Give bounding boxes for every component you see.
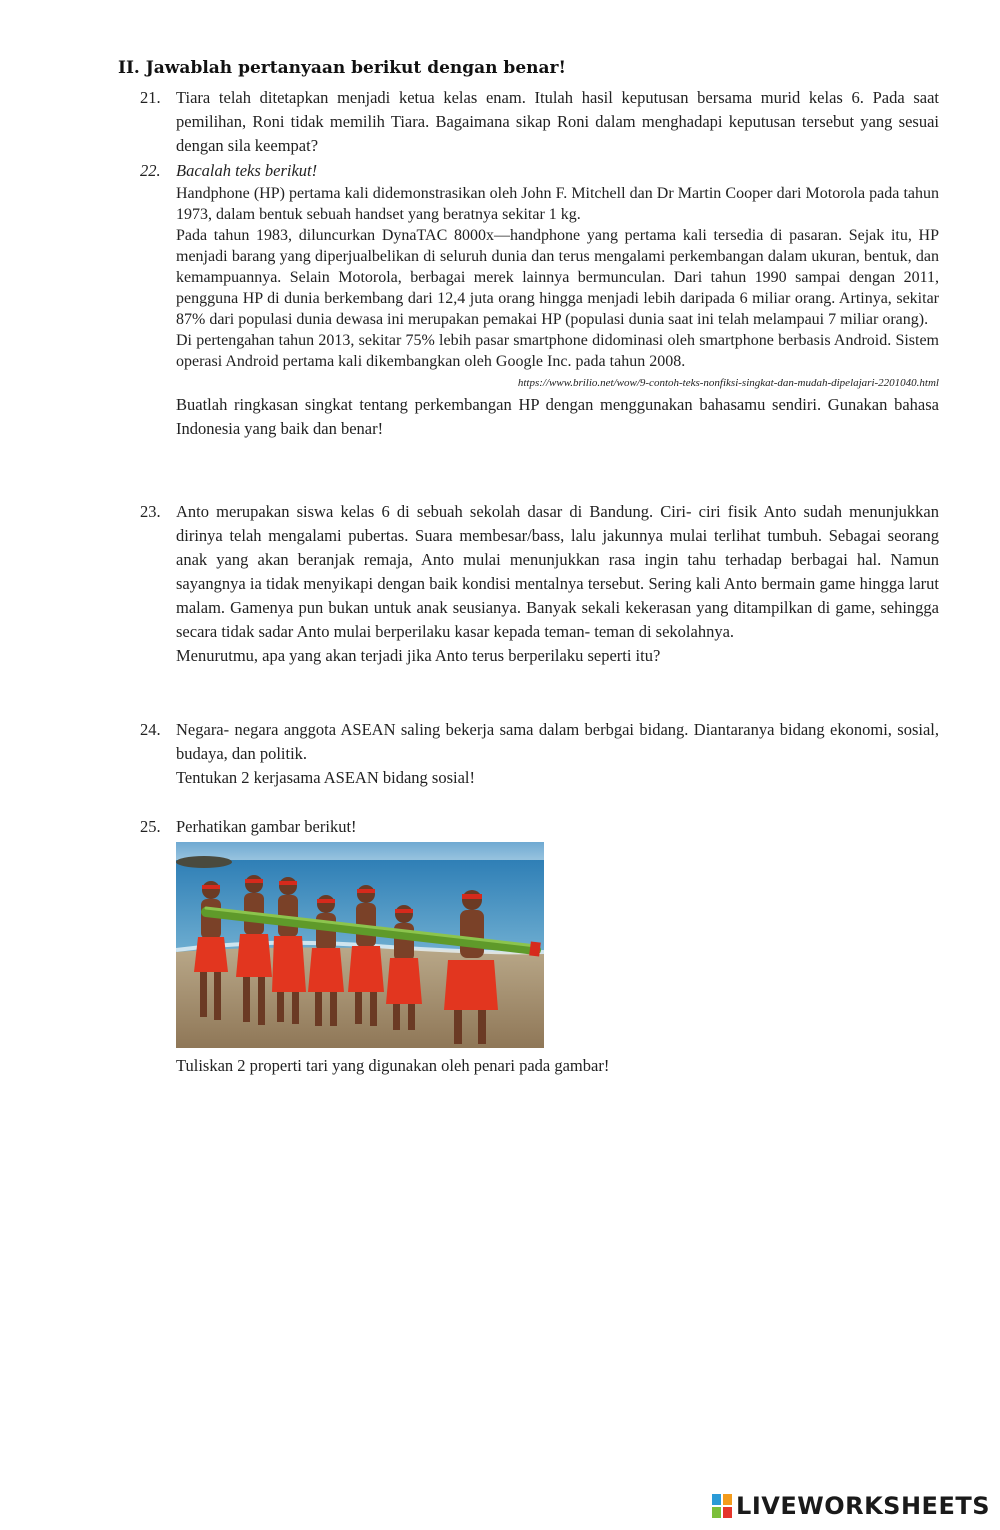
question-text: Anto merupakan siswa kelas 6 di sebuah sekolah dasar di Bandung. Ciri- ciri fisik Anto sudah menunjukkan dirinya telah mengalami pubertas. Suara membesar/bass, lalu jakunnya mulai terlihat tumbuh. Sebagai seorang anak yang akan beranjak remaja, Anto mulai menunjukkan rasa ingin tahu terhadap berbagai hal. Namun sayangnya ia tidak menyikapi dengan baik kondisi mentalnya tersebut. Sering kali Anto bermain game hingga larut malam. Gamenya pun bukan untuk anak seusianya. Banyak sekali kekerasan yang ditampilkan di game, sehingga secara tidak sadar Anto mulai berperilaku kasar kepada teman- teman di sekolahnya. [176,502,939,641]
question-number: 23. [140,502,161,521]
question-prompt: Tentukan 2 kerjasama ASEAN bidang sosial! [176,768,475,787]
question-24 [140,718,939,790]
question-23 [140,500,939,668]
logo-mark-icon [712,1494,732,1518]
reading-paragraph-3: Di pertengahan tahun 2013, sekitar 75% lebih pasar smartphone didominasi oleh smartphone berbasis Android. Sistem operasi Android pertama kali dikembangkan oleh Google Inc. pada tahun 2008. [176,332,939,370]
question-intro: Perhatikan gambar berikut! [176,817,357,836]
question-prompt: Tuliskan 2 properti tari yang digunakan oleh penari pada gambar! [176,1056,610,1075]
dancers-illustration [176,842,544,1048]
section-heading: II. Jawablah pertanyaan berikut dengan benar! [118,58,566,78]
reading-intro: Bacalah teks berikut! [176,161,318,180]
question-22 [140,159,939,441]
question-number: 21. [140,88,161,107]
dancers-photo [176,842,544,1048]
question-number: 22. [140,161,161,180]
question-21 [140,86,939,158]
reading-paragraph-2: Pada tahun 1983, diluncurkan DynaTAC 8000x—handphone yang pertama kali tersedia di pasaran. Sejak itu, HP menjadi barang yang diperjualbelikan di seluruh dunia dan terus mengalami perkembangan dalam ukuran, bentuk, dan kemampuannya. Selain Motorola, berbagai merek lainnya bermunculan. Dari tahun 1990 sampai dengan 2011, pengguna HP di dunia berkembang dari 12,4 juta orang hingga menjadi lebih daripada 6 miliar orang. Artinya, sekitar 87% dari populasi dunia dewasa ini merupakan pemakai HP (populasi dunia saat ini telah melampaui 7 miliar orang). [176,227,939,328]
reading-paragraph-1: Handphone (HP) pertama kali didemonstrasikan oleh John F. Mitchell dan Dr Martin Cooper dari Motorola pada tahun 1973, dalam bentuk sebuah handset yang beratnya sekitar 1 kg. [176,185,939,223]
question-number: 25. [140,817,161,836]
question-25 [140,815,939,1078]
question-task: Buatlah ringkasan singkat tentang perkembangan HP dengan menggunakan bahasamu sendiri. Gunakan bahasa Indonesia yang baik dan benar! [176,395,939,438]
question-prompt: Menurutmu, apa yang akan terjadi jika Anto terus berperilaku seperti itu? [176,646,661,665]
source-url: https://www.brilio.net/wow/9-contoh-teks-nonfiksi-singkat-dan-mudah-dipelajari-2201040.html [517,377,939,389]
question-text: Negara- negara anggota ASEAN saling bekerja sama dalam berbgai bidang. Diantaranya bidang ekonomi, sosial, budaya, dan politik. [176,720,939,763]
question-number: 24. [140,720,161,739]
logo-text: LIVEWORKSHEETS [736,1492,990,1520]
question-text: Tiara telah ditetapkan menjadi ketua kelas enam. Itulah hasil keputusan bersama murid kelas 6. Pada saat pemilihan, Roni tidak memilih Tiara. Bagaimana sikap Roni dalam menghadapi keputusan tersebut yang sesuai dengan sila keempat? [176,88,939,155]
liveworksheets-logo [712,1492,990,1520]
